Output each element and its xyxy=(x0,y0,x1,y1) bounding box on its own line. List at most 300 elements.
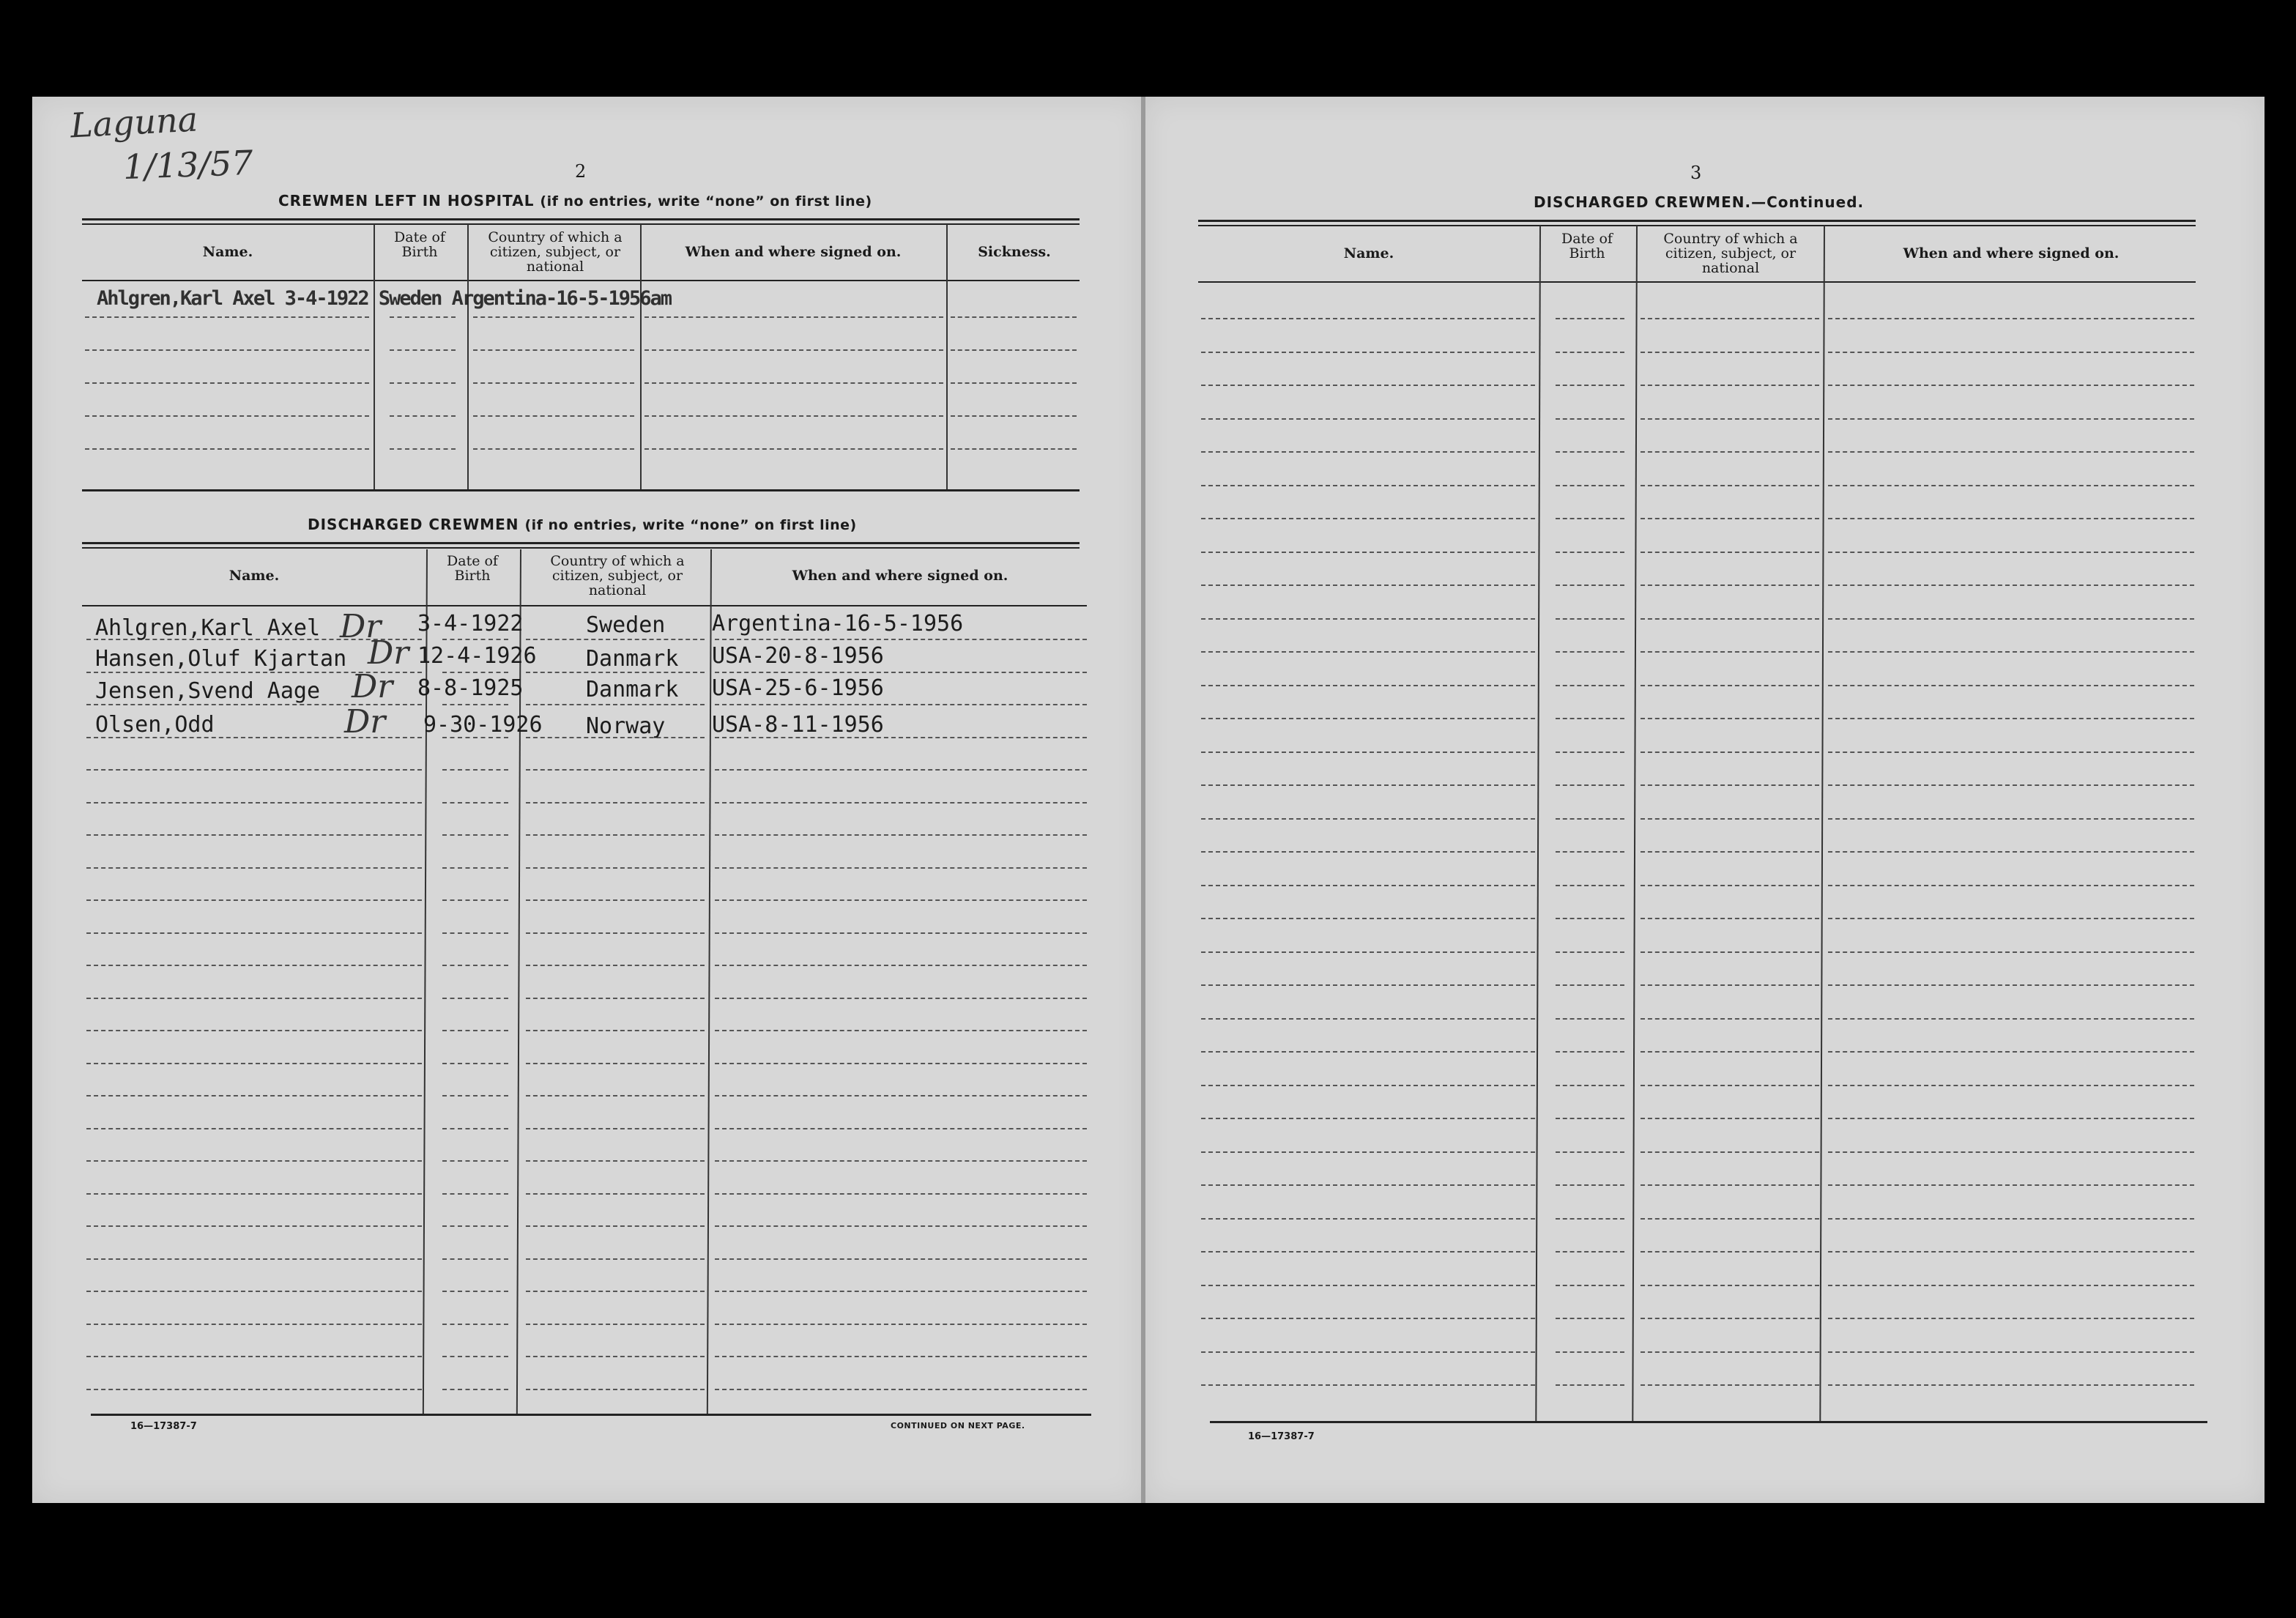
hospital-section-title xyxy=(278,192,872,209)
right-page-rule-line xyxy=(1556,1018,1624,1020)
right-page-rule-line xyxy=(1556,1318,1624,1319)
handwritten-ship-name: Laguna xyxy=(69,99,199,146)
hospital-rule-line xyxy=(951,349,1077,351)
discharged-rule-line xyxy=(86,867,422,869)
discharged-rule-line xyxy=(526,1095,705,1096)
right-page-rule-line xyxy=(1556,1218,1624,1220)
discharged-rule-line xyxy=(715,802,1087,804)
discharged-rule-line xyxy=(715,1193,1087,1195)
right-page-rule-line xyxy=(1828,1118,2194,1119)
discharged-top-rule-2 xyxy=(82,547,1080,549)
right-page-rule-line xyxy=(1201,1351,1535,1353)
right-page-rule-line xyxy=(1828,752,2194,753)
discharged-rule-line xyxy=(715,1291,1087,1292)
right-page-rule-line xyxy=(1201,1251,1535,1253)
discharged-row-3-dob: 8-8-1925 xyxy=(417,675,524,701)
hospital-rule-line xyxy=(644,415,943,417)
right-page-rule-line xyxy=(1556,851,1624,853)
right-page-rule-line xyxy=(1201,1384,1535,1386)
right-footer-code: 16—17387-7 xyxy=(1248,1431,1315,1442)
right-page-rule-line xyxy=(1556,485,1624,486)
right-page-rule-line xyxy=(1641,485,1819,486)
discharged-row-2-mark: Dr xyxy=(368,634,409,672)
discharged-rule-line xyxy=(86,998,422,999)
discharged-row-1-signed: Argentina-16-5-1956 xyxy=(712,611,964,637)
right-page-rule-line xyxy=(1641,1051,1819,1053)
right-page-rule-line xyxy=(1556,984,1624,986)
right-bottom-rule xyxy=(1210,1421,2207,1423)
right-page-rule-line xyxy=(1828,685,2194,686)
hospital-title-note: (if no entries, write “none” on first line) xyxy=(540,193,872,209)
discharged-rule-line xyxy=(86,1063,422,1064)
right-page-rule-line xyxy=(1201,1051,1535,1053)
right-page-rule-line xyxy=(1641,1184,1819,1186)
discharged-header-rule xyxy=(82,605,1087,606)
discharged-rule-line xyxy=(526,1193,705,1195)
right-page-rule-line xyxy=(1556,518,1624,519)
discharged-rule-line xyxy=(442,867,508,869)
right-page-rule-line xyxy=(1556,318,1624,319)
right-page-rule-line xyxy=(1641,1251,1819,1253)
right-page-rule-line xyxy=(1641,352,1819,353)
discharged-row-4-dob: 9-30-1926 xyxy=(423,712,543,738)
discharged-rule-line xyxy=(86,1030,422,1031)
discharged-row-3-country: Danmark xyxy=(586,677,679,702)
right-page-rule-line xyxy=(1556,1384,1624,1386)
discharged-rule-line xyxy=(86,1160,422,1162)
right-page-rule-line xyxy=(1828,552,2194,553)
right-page-rule-line xyxy=(1641,851,1819,853)
discharged-row-1-dob: 3-4-1922 xyxy=(417,611,524,637)
discharged-rule-line xyxy=(442,1258,508,1260)
discharged-rule-line xyxy=(526,834,705,836)
right-page-rule-line xyxy=(1201,1285,1535,1286)
hospital-rule-line xyxy=(390,415,456,417)
hospital-rule-line xyxy=(473,448,634,450)
right-header-signed: When and where signed on. xyxy=(1903,245,2119,261)
page-fold xyxy=(1141,97,1145,1503)
discharged-rule-line xyxy=(715,998,1087,999)
right-page-rule-line xyxy=(1641,1384,1819,1386)
right-page-rule-line xyxy=(1201,1118,1535,1119)
discharged-row-2-country: Danmark xyxy=(586,646,679,672)
discharged-bottom-rule xyxy=(91,1414,1091,1416)
right-page-rule-line xyxy=(1641,385,1819,386)
right-page-rule-line xyxy=(1201,318,1535,319)
hospital-rule-line xyxy=(85,382,369,384)
right-header-rule xyxy=(1198,281,2196,283)
right-header-name: Name. xyxy=(1343,245,1394,261)
discharged-rule-line xyxy=(442,1324,508,1325)
right-page-rule-line xyxy=(1556,451,1624,453)
discharged-row-1-mark: Dr xyxy=(340,608,382,645)
right-page-rule-line xyxy=(1828,1085,2194,1086)
discharged-header-signed: When and where signed on. xyxy=(792,568,1008,584)
right-page-rule-line xyxy=(1828,651,2194,653)
discharged-row-1-country: Sweden xyxy=(586,612,666,638)
right-page-rule-line xyxy=(1556,1184,1624,1186)
discharged-rule-line xyxy=(442,704,508,705)
right-page-rule-line xyxy=(1201,1018,1535,1020)
discharged-rule-line xyxy=(442,672,508,673)
right-page-rule-line xyxy=(1641,1085,1819,1086)
right-page-rule-line xyxy=(1556,618,1624,620)
right-page-rule-line xyxy=(1641,918,1819,919)
hospital-header-dob: Date of Birth xyxy=(394,229,445,260)
discharged-rule-line xyxy=(86,932,422,934)
hospital-rule-line xyxy=(473,382,634,384)
hospital-col-4 xyxy=(946,224,948,489)
right-page-rule-line xyxy=(1828,1018,2194,1020)
right-page-rule-line xyxy=(1641,1018,1819,1020)
right-page-rule-line xyxy=(1641,752,1819,753)
hospital-rule-line xyxy=(85,415,369,417)
right-page-rule-line xyxy=(1641,685,1819,686)
discharged-rule-line xyxy=(715,1030,1087,1031)
discharged-rule-line xyxy=(526,1225,705,1227)
hospital-rule-line xyxy=(644,349,943,351)
right-top-rule xyxy=(1198,220,2196,222)
discharged-rule-line xyxy=(86,899,422,901)
right-page-rule-line xyxy=(1201,352,1535,353)
right-page-rule-line xyxy=(1201,618,1535,620)
right-page-rule-line xyxy=(1641,651,1819,653)
hospital-rule-line xyxy=(85,316,369,318)
right-page-rule-line xyxy=(1828,1184,2194,1186)
right-page-rule-line xyxy=(1828,851,2194,853)
right-page-rule-line xyxy=(1201,918,1535,919)
right-page-rule-line xyxy=(1828,1351,2194,1353)
right-page-rule-line xyxy=(1828,784,2194,786)
discharged-rule-line xyxy=(442,802,508,804)
right-page-rule-line xyxy=(1556,1118,1624,1119)
right-page-rule-line xyxy=(1641,418,1819,420)
right-page-number: 3 xyxy=(1690,163,1702,183)
right-page-rule-line xyxy=(1556,1285,1624,1286)
discharged-rule-line xyxy=(526,1389,705,1390)
right-page-rule-line xyxy=(1641,951,1819,953)
discharged-rule-line xyxy=(715,1225,1087,1227)
right-page-rule-line xyxy=(1556,718,1624,719)
discharged-rule-line xyxy=(715,1095,1087,1096)
right-header-dob: Date of Birth xyxy=(1561,231,1613,261)
discharged-rule-line xyxy=(526,1063,705,1064)
right-page-rule-line xyxy=(1641,552,1819,553)
discharged-rule-line xyxy=(715,834,1087,836)
right-page-rule-line xyxy=(1201,951,1535,953)
hospital-col-1 xyxy=(374,224,375,489)
right-page-rule-line xyxy=(1828,984,2194,986)
discharged-rule-line xyxy=(442,639,508,640)
right-page-rule-line xyxy=(1201,1318,1535,1319)
discharged-rule-line xyxy=(442,1063,508,1064)
discharged-rule-line xyxy=(86,1225,422,1227)
right-page-rule-line xyxy=(1828,1384,2194,1386)
hospital-header-name: Name. xyxy=(202,244,253,260)
right-page-rule-line xyxy=(1828,1285,2194,1286)
discharged-rule-line xyxy=(715,965,1087,966)
hospital-header-country: Country of which a citizen, subject, or national xyxy=(488,229,623,275)
discharged-rule-line xyxy=(715,932,1087,934)
hospital-rule-line xyxy=(390,349,456,351)
right-page-rule-line xyxy=(1556,1351,1624,1353)
hospital-col-3 xyxy=(640,224,642,489)
right-page-rule-line xyxy=(1828,818,2194,820)
right-page-rule-line xyxy=(1556,685,1624,686)
discharged-rule-line xyxy=(442,1128,508,1129)
right-page-rule-line xyxy=(1641,984,1819,986)
right-page-rule-line xyxy=(1641,718,1819,719)
discharged-rule-line xyxy=(526,1258,705,1260)
discharged-rule-line xyxy=(86,802,422,804)
right-page-rule-line xyxy=(1556,752,1624,753)
right-page-rule-line xyxy=(1201,585,1535,586)
discharged-rule-line xyxy=(715,899,1087,901)
discharged-rule-line xyxy=(526,1030,705,1031)
right-page-rule-line xyxy=(1556,585,1624,586)
hospital-rule-line xyxy=(473,316,634,318)
discharged-rule-line xyxy=(442,1030,508,1031)
right-page-rule-line xyxy=(1641,451,1819,453)
hospital-rule-line xyxy=(390,448,456,450)
discharged-row-2-dob: 12-4-1926 xyxy=(417,643,537,669)
handwritten-date: 1/13/57 xyxy=(122,142,254,188)
right-page xyxy=(1144,97,2265,1503)
right-page-rule-line xyxy=(1201,851,1535,853)
discharged-rule-line xyxy=(526,704,705,705)
hospital-rule-line xyxy=(85,349,369,351)
discharged-rule-line xyxy=(526,899,705,901)
hospital-rule-line xyxy=(473,415,634,417)
hospital-rule-line xyxy=(951,415,1077,417)
discharged-rule-line xyxy=(442,998,508,999)
right-top-rule-2 xyxy=(1198,225,2196,226)
right-page-rule-line xyxy=(1556,1151,1624,1153)
right-page-rule-line xyxy=(1641,585,1819,586)
discharged-rule-line xyxy=(715,1356,1087,1357)
discharged-rule-line xyxy=(526,802,705,804)
discharged-row-3-signed: USA-25-6-1956 xyxy=(712,675,884,701)
right-page-rule-line xyxy=(1201,1184,1535,1186)
discharged-row-3-mark: Dr xyxy=(352,668,393,705)
discharged-rule-line xyxy=(442,965,508,966)
discharged-rule-line xyxy=(526,1160,705,1162)
discharged-rule-line xyxy=(86,834,422,836)
hospital-rule-line xyxy=(644,316,943,318)
right-page-rule-line xyxy=(1201,685,1535,686)
discharged-rule-line xyxy=(715,867,1087,869)
discharged-rule-line xyxy=(526,932,705,934)
discharged-rule-line xyxy=(715,639,1087,640)
discharged-row-4-country: Norway xyxy=(586,713,666,739)
discharged-rule-line xyxy=(715,1258,1087,1260)
discharged-rule-line xyxy=(715,1324,1087,1325)
right-page-rule-line xyxy=(1556,1085,1624,1086)
right-page-rule-line xyxy=(1201,552,1535,553)
discharged-header-dob: Date of Birth xyxy=(447,553,498,584)
right-page-rule-line xyxy=(1201,385,1535,386)
discharged-rule-line xyxy=(86,1193,422,1195)
right-page-rule-line xyxy=(1556,885,1624,886)
hospital-title-text: CREWMEN LEFT IN HOSPITAL xyxy=(278,192,535,209)
right-page-rule-line xyxy=(1201,784,1535,786)
discharged-rule-line xyxy=(526,965,705,966)
hospital-rule-line xyxy=(473,349,634,351)
right-page-rule-line xyxy=(1828,1218,2194,1220)
discharged-rule-line xyxy=(86,1291,422,1292)
discharged-rule-line xyxy=(526,998,705,999)
left-page-number: 2 xyxy=(575,161,587,182)
discharged-rule-line xyxy=(86,1389,422,1390)
discharged-rule-line xyxy=(86,1258,422,1260)
right-header-country: Country of which a citizen, subject, or national xyxy=(1663,231,1798,276)
right-page-rule-line xyxy=(1641,518,1819,519)
discharged-header-name: Name. xyxy=(229,568,280,584)
hospital-top-rule xyxy=(82,218,1080,220)
discharged-top-rule xyxy=(82,542,1080,544)
right-page-rule-line xyxy=(1556,552,1624,553)
discharged-rule-line xyxy=(86,769,422,771)
right-page-rule-line xyxy=(1828,385,2194,386)
right-page-rule-line xyxy=(1641,1218,1819,1220)
discharged-header-country: Country of which a citizen, subject, or national xyxy=(550,553,685,598)
discharged-rule-line xyxy=(526,1356,705,1357)
discharged-row-2-name: Hansen,Oluf Kjartan xyxy=(95,646,347,672)
hospital-rule-line xyxy=(644,448,943,450)
hospital-bottom-rule xyxy=(82,489,1080,491)
right-page-rule-line xyxy=(1828,352,2194,353)
right-page-rule-line xyxy=(1641,1318,1819,1319)
right-page-rule-line xyxy=(1641,1351,1819,1353)
right-page-rule-line xyxy=(1828,485,2194,486)
right-page-rule-line xyxy=(1201,651,1535,653)
right-page-rule-line xyxy=(1556,1251,1624,1253)
right-page-rule-line xyxy=(1828,518,2194,519)
right-section-title: DISCHARGED CREWMEN.—Continued. xyxy=(1534,193,1865,211)
right-page-rule-line xyxy=(1828,1051,2194,1053)
discharged-rule-line xyxy=(526,1291,705,1292)
right-page-rule-line xyxy=(1556,352,1624,353)
right-page-rule-line xyxy=(1828,718,2194,719)
hospital-header-signed: When and where signed on. xyxy=(685,244,902,260)
discharged-rule-line xyxy=(86,1356,422,1357)
discharged-rule-line xyxy=(86,1095,422,1096)
right-page-rule-line xyxy=(1201,752,1535,753)
right-page-rule-line xyxy=(1641,1151,1819,1153)
right-page-rule-line xyxy=(1828,885,2194,886)
right-page-rule-line xyxy=(1556,918,1624,919)
right-page-rule-line xyxy=(1201,451,1535,453)
discharged-title-text: DISCHARGED CREWMEN xyxy=(308,516,519,533)
discharged-rule-line xyxy=(86,965,422,966)
right-page-rule-line xyxy=(1641,885,1819,886)
discharged-title-note: (if no entries, write “none” on first line) xyxy=(524,517,857,533)
left-footer-continued: CONTINUED ON NEXT PAGE. xyxy=(891,1421,1025,1430)
discharged-rule-line xyxy=(442,1291,508,1292)
hospital-header-rule xyxy=(82,280,1080,281)
right-page-rule-line xyxy=(1556,385,1624,386)
discharged-row-4-mark: Dr xyxy=(344,703,386,741)
hospital-top-rule-2 xyxy=(82,223,1080,225)
discharged-rule-line xyxy=(442,834,508,836)
discharged-rule-line xyxy=(715,1128,1087,1129)
discharged-rule-line xyxy=(715,672,1087,673)
right-page-rule-line xyxy=(1556,418,1624,420)
discharged-row-3-name: Jensen,Svend Aage xyxy=(95,678,321,704)
discharged-rule-line xyxy=(442,1193,508,1195)
discharged-rule-line xyxy=(442,1356,508,1357)
right-page-rule-line xyxy=(1201,885,1535,886)
hospital-header-sickness: Sickness. xyxy=(978,244,1051,260)
discharged-rule-line xyxy=(442,932,508,934)
right-page-rule-line xyxy=(1828,318,2194,319)
right-page-rule-line xyxy=(1556,951,1624,953)
hospital-rule-line xyxy=(390,382,456,384)
discharged-rule-line xyxy=(442,899,508,901)
right-page-rule-line xyxy=(1201,1085,1535,1086)
discharged-row-4-name: Olsen,Odd xyxy=(95,712,215,738)
right-page-rule-line xyxy=(1556,651,1624,653)
right-page-rule-line xyxy=(1828,951,2194,953)
hospital-rule-line xyxy=(390,316,456,318)
discharged-rule-line xyxy=(86,1128,422,1129)
discharged-section-title xyxy=(308,516,857,533)
discharged-rule-line xyxy=(526,769,705,771)
right-page-rule-line xyxy=(1201,718,1535,719)
right-page-rule-line xyxy=(1201,984,1535,986)
right-page-rule-line xyxy=(1641,1118,1819,1119)
right-page-rule-line xyxy=(1556,818,1624,820)
discharged-rule-line xyxy=(526,1324,705,1325)
discharged-rule-line xyxy=(442,769,508,771)
discharged-rule-line xyxy=(442,1095,508,1096)
discharged-rule-line xyxy=(715,704,1087,705)
discharged-rule-line xyxy=(86,1324,422,1325)
hospital-col-2 xyxy=(467,224,469,489)
right-page-rule-line xyxy=(1556,784,1624,786)
hospital-rule-line xyxy=(951,448,1077,450)
right-page-rule-line xyxy=(1641,818,1819,820)
discharged-row-2-signed: USA-20-8-1956 xyxy=(712,643,884,669)
right-page-rule-line xyxy=(1828,585,2194,586)
discharged-rule-line xyxy=(526,867,705,869)
discharged-rule-line xyxy=(715,1160,1087,1162)
right-page-rule-line xyxy=(1201,485,1535,486)
right-page-rule-line xyxy=(1641,318,1819,319)
right-page-rule-line xyxy=(1828,618,2194,620)
right-page-rule-line xyxy=(1201,818,1535,820)
right-page-rule-line xyxy=(1556,1051,1624,1053)
right-page-rule-line xyxy=(1201,1151,1535,1153)
right-page-rule-line xyxy=(1828,1151,2194,1153)
discharged-rule-line xyxy=(526,639,705,640)
right-page-rule-line xyxy=(1201,1218,1535,1220)
right-page-rule-line xyxy=(1828,1251,2194,1253)
hospital-overstruck-entry: Ahlgren,Karl Axel 3-4-1922 Sweden Argentina-16-5-1956am xyxy=(97,287,672,310)
hospital-rule-line xyxy=(951,316,1077,318)
right-page-rule-line xyxy=(1828,1318,2194,1319)
discharged-row-4-signed: USA-8-11-1956 xyxy=(712,712,884,738)
right-page-rule-line xyxy=(1641,784,1819,786)
right-page-rule-line xyxy=(1201,418,1535,420)
left-footer-code: 16—17387-7 xyxy=(130,1421,197,1432)
right-page-rule-line xyxy=(1201,518,1535,519)
hospital-rule-line xyxy=(644,382,943,384)
hospital-rule-line xyxy=(85,448,369,450)
right-page-rule-line xyxy=(1828,918,2194,919)
hospital-rule-line xyxy=(951,382,1077,384)
discharged-rule-line xyxy=(715,1389,1087,1390)
